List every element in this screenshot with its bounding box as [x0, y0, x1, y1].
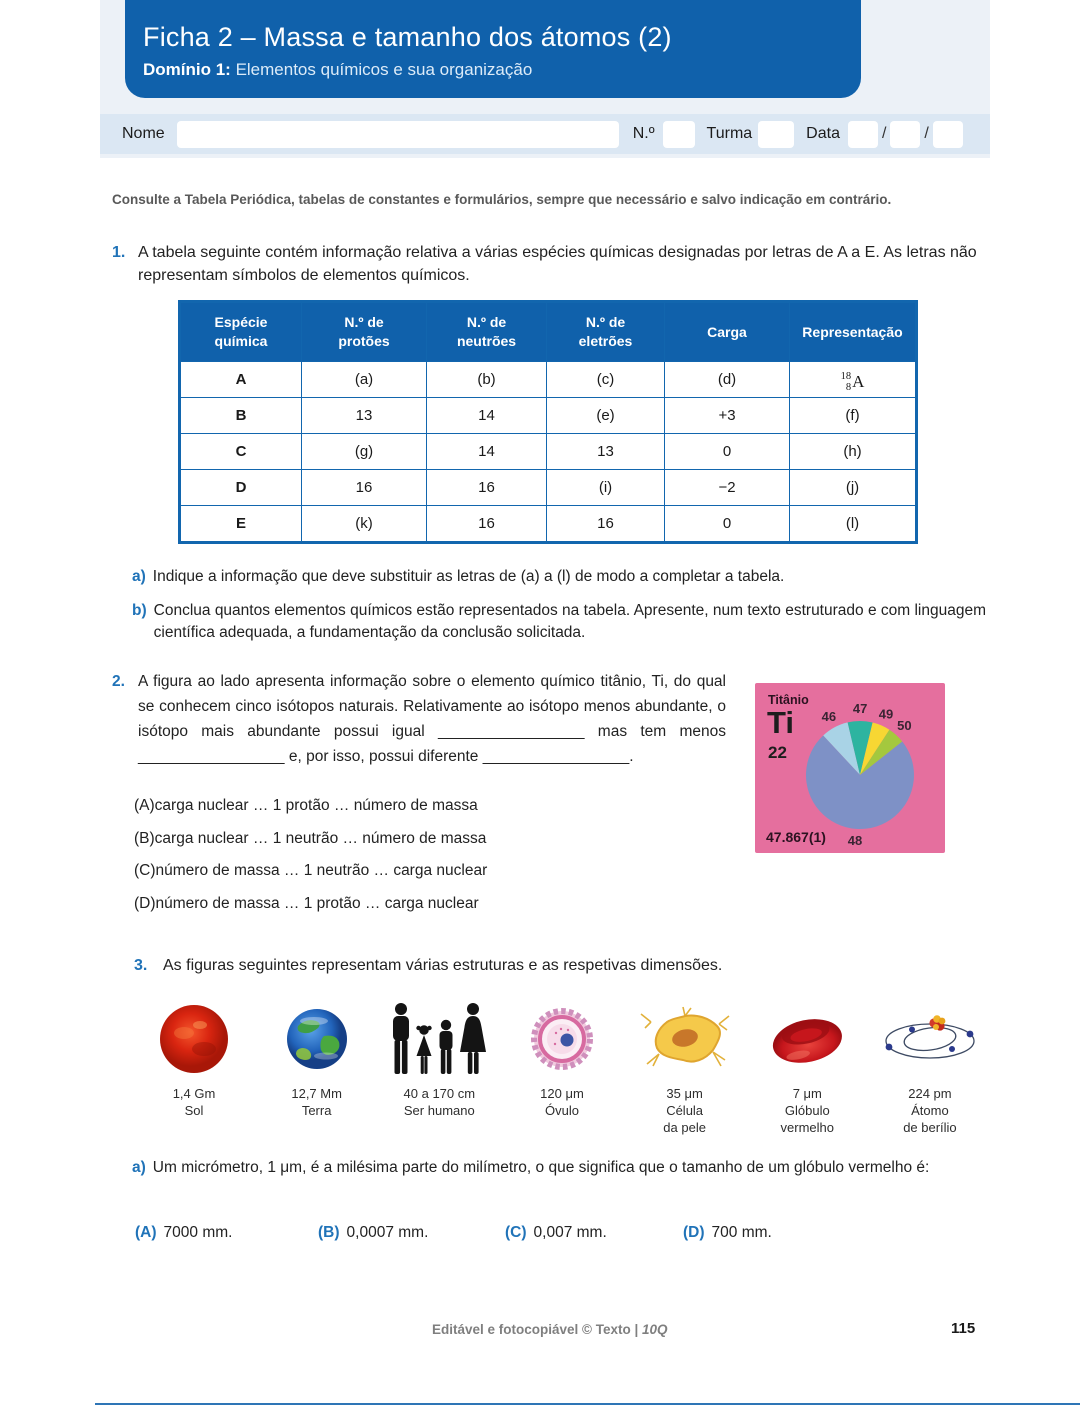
table-cell: 13 — [302, 398, 427, 434]
element-name: Titânio — [768, 693, 809, 707]
nuclide-atomic-number: 8 — [845, 382, 852, 393]
table-cell: −2 — [665, 470, 790, 506]
option-c-text: número de massa … 1 neutrão … carga nuclear — [155, 862, 488, 879]
date-separator: / — [924, 125, 929, 142]
question-2-options — [134, 797, 487, 927]
option-d — [134, 895, 487, 913]
question-3a-text: Um micrómetro, 1 μm, é a milésima parte do milímetro, o que significa que o tamanho de um glóbulo vermelho é: — [152, 1159, 930, 1176]
table-cell: (g) — [302, 434, 427, 470]
date-label: Data — [806, 125, 840, 142]
footer-credit — [432, 1322, 668, 1337]
date-separator: / — [881, 125, 887, 142]
table-cell: D — [180, 470, 302, 506]
question-2-text: A figura ao lado apresenta informação sobre o elemento químico titânio, Ti, do qual se conhecem cinco isótopos naturais. Relativamente ao isótopo menos abundante, o isótopo mais abundante possui igual _________________ mas tem menos _________________ e, por isso, possui diferente _________________. — [138, 673, 726, 766]
student-number-input[interactable] — [663, 121, 695, 148]
table-cell: +3 — [665, 398, 790, 434]
figure-humans — [381, 1000, 497, 1136]
sun-icon — [156, 1000, 232, 1078]
question-1a — [132, 566, 994, 588]
column-header: N.º de protões — [302, 302, 427, 362]
question-1b — [132, 600, 1012, 643]
figure-caption: 7 μm Glóbulo vermelho — [780, 1086, 835, 1136]
date-day-input[interactable] — [848, 121, 878, 148]
pie-slice-label: 49 — [878, 706, 894, 722]
figure-caption: 120 μm Óvulo — [540, 1086, 584, 1119]
skin-cell-icon — [639, 1000, 731, 1078]
table-cell: (i) — [547, 470, 665, 506]
question-3a — [132, 1157, 1008, 1179]
table-cell: (a) — [302, 362, 427, 398]
name-input[interactable] — [177, 121, 619, 148]
option-d-label: (D) — [683, 1224, 705, 1241]
table-cell: E — [180, 506, 302, 543]
question-3a-options — [135, 1224, 772, 1242]
table-cell: (j) — [790, 470, 917, 506]
titanium-element-card — [755, 683, 945, 853]
question-1 — [112, 241, 984, 287]
question-3-number: 3. — [134, 957, 148, 974]
date-month-input[interactable] — [890, 121, 920, 148]
pie-slice-label: 47 — [852, 701, 868, 716]
element-atomic-mass: 47.867(1) — [766, 829, 826, 845]
question-3 — [134, 957, 978, 975]
page-subtitle — [143, 60, 861, 80]
table-row — [180, 506, 917, 543]
question-2-number: 2. — [112, 673, 125, 690]
question-1b-text: Conclua quantos elementos químicos estão representados na tabela. Apresente, num texto estruturado e com linguagem científica adequada, a fundamentação da conclusão solicitada. — [153, 602, 986, 641]
figure-earth — [259, 1000, 375, 1136]
pie-slice-label: 50 — [897, 718, 912, 734]
red-blood-cell-icon — [765, 1000, 849, 1078]
scale-figures-row — [136, 1000, 988, 1136]
worksheet-header — [125, 0, 861, 98]
table-cell: (d) — [665, 362, 790, 398]
footer-credit-text: Editável e fotocopiável © Texto | — [432, 1322, 643, 1337]
element-symbol: Ti — [767, 705, 794, 740]
question-1a-label: a) — [132, 568, 146, 585]
instructions-note: Consulte a Tabela Periódica, tabelas de constantes e formulários, sempre que necessário e salvo indicação em contrário. — [112, 192, 892, 207]
question-1-number: 1. — [112, 244, 126, 261]
table-header-row — [180, 302, 917, 362]
option-b-label: (B) — [134, 829, 155, 847]
option-d-label: (D) — [134, 894, 156, 912]
option-c-label: (C) — [505, 1224, 527, 1241]
option-b-text: carga nuclear … 1 neutrão … número de massa — [154, 829, 487, 847]
pie-slice-label: 46 — [821, 708, 837, 724]
table-cell-nuclide — [790, 362, 917, 398]
question-2 — [112, 669, 726, 769]
element-atomic-number: 22 — [768, 743, 787, 762]
table-cell: (h) — [790, 434, 917, 470]
table-cell: (f) — [790, 398, 917, 434]
page-title: Ficha 2 – Massa e tamanho dos átomos (2) — [143, 22, 672, 52]
table-cell: C — [180, 434, 302, 470]
option-c-label: (C) — [134, 862, 156, 879]
option-b-label: (B) — [318, 1224, 340, 1241]
page-top-band — [100, 0, 990, 158]
question-1b-label: b) — [132, 602, 147, 619]
figure-beryllium-atom — [872, 1000, 988, 1136]
table-cell: 16 — [427, 470, 547, 506]
option-a — [135, 1224, 318, 1242]
option-d — [683, 1224, 772, 1242]
table-cell: (l) — [790, 506, 917, 543]
table-cell: B — [180, 398, 302, 434]
column-header: N.º de eletrões — [547, 302, 665, 362]
beryllium-atom-icon — [882, 1000, 978, 1078]
table-cell: 16 — [302, 470, 427, 506]
option-d-text: número de massa … 1 protão … carga nuclear — [155, 894, 479, 912]
option-a — [134, 797, 487, 815]
table-cell: (b) — [427, 362, 547, 398]
question-3a-label: a) — [132, 1159, 146, 1176]
domain-label: Domínio 1: — [143, 60, 231, 79]
student-id-row — [100, 114, 990, 154]
human-family-icon — [389, 1000, 489, 1078]
column-header: N.º de neutrões — [427, 302, 547, 362]
option-a-text: carga nuclear … 1 protão … número de massa — [154, 797, 478, 814]
figure-ovum — [504, 1000, 620, 1136]
option-a-label: (A) — [135, 1224, 157, 1241]
class-label: Turma — [706, 125, 753, 142]
figure-caption: 12,7 Mm Terra — [291, 1086, 342, 1119]
date-year-input[interactable] — [933, 121, 963, 148]
option-a-text: 7000 mm. — [163, 1224, 233, 1241]
question-1a-text: Indique a informação que deve substituir as letras de (a) a (l) de modo a completar a tabela. — [152, 568, 785, 585]
table-cell: (e) — [547, 398, 665, 434]
question-1-text: A tabela seguinte contém informação relativa a várias espécies químicas designadas por letras de A a E. As letras não representam símbolos de elementos químicos. — [138, 244, 977, 285]
page-number: 115 — [951, 1320, 976, 1337]
table-cell: A — [180, 362, 302, 398]
earth-icon — [284, 1000, 350, 1078]
figure-caption: 35 μm Célula da pele — [663, 1086, 706, 1136]
table-cell: (k) — [302, 506, 427, 543]
figure-red-blood-cell — [749, 1000, 865, 1136]
table-cell: 14 — [427, 398, 547, 434]
table-row — [180, 434, 917, 470]
species-table — [178, 300, 918, 544]
figure-sun — [136, 1000, 252, 1136]
table-cell: 16 — [547, 506, 665, 543]
figure-caption: 1,4 Gm Sol — [172, 1086, 216, 1119]
table-row — [180, 362, 917, 398]
table-row — [180, 398, 917, 434]
table-cell: 0 — [665, 506, 790, 543]
figure-skin-cell — [627, 1000, 743, 1136]
figure-caption: 40 a 170 cm Ser humano — [403, 1086, 476, 1119]
column-header: Representação — [790, 302, 917, 362]
ovum-icon — [527, 1000, 597, 1078]
table-cell: 14 — [427, 434, 547, 470]
footer-edition: 10Q — [642, 1322, 668, 1337]
table-cell: (c) — [547, 362, 665, 398]
option-b — [318, 1224, 505, 1242]
figure-caption: 224 pm Átomo de berílio — [903, 1086, 957, 1136]
table-cell: 16 — [427, 506, 547, 543]
option-c-text: 0,007 mm. — [533, 1224, 607, 1241]
table-cell: 13 — [547, 434, 665, 470]
nuclide-mass-number: 18 — [840, 370, 852, 382]
option-d-text: 700 mm. — [711, 1224, 772, 1241]
name-label: Nome — [122, 125, 165, 142]
isotope-abundance-pie-chart — [755, 683, 945, 853]
table-cell: 0 — [665, 434, 790, 470]
option-a-label: (A) — [134, 797, 155, 814]
option-b — [134, 830, 487, 848]
option-c — [505, 1224, 683, 1242]
pie-slice-label: 48 — [847, 832, 863, 848]
student-number-label: N.º — [632, 125, 655, 142]
question-3-text: As figuras seguintes representam várias estruturas e as respetivas dimensões. — [163, 957, 723, 974]
column-header: Carga — [665, 302, 790, 362]
option-c — [134, 862, 487, 880]
class-input[interactable] — [758, 121, 794, 148]
domain-text: Elementos químicos e sua organização — [230, 60, 533, 79]
nuclide-symbol: A — [852, 372, 865, 391]
option-b-text: 0,0007 mm. — [346, 1224, 429, 1241]
table-row — [180, 470, 917, 506]
column-header: Espécie química — [180, 302, 302, 362]
nuclide-notation — [841, 371, 865, 393]
